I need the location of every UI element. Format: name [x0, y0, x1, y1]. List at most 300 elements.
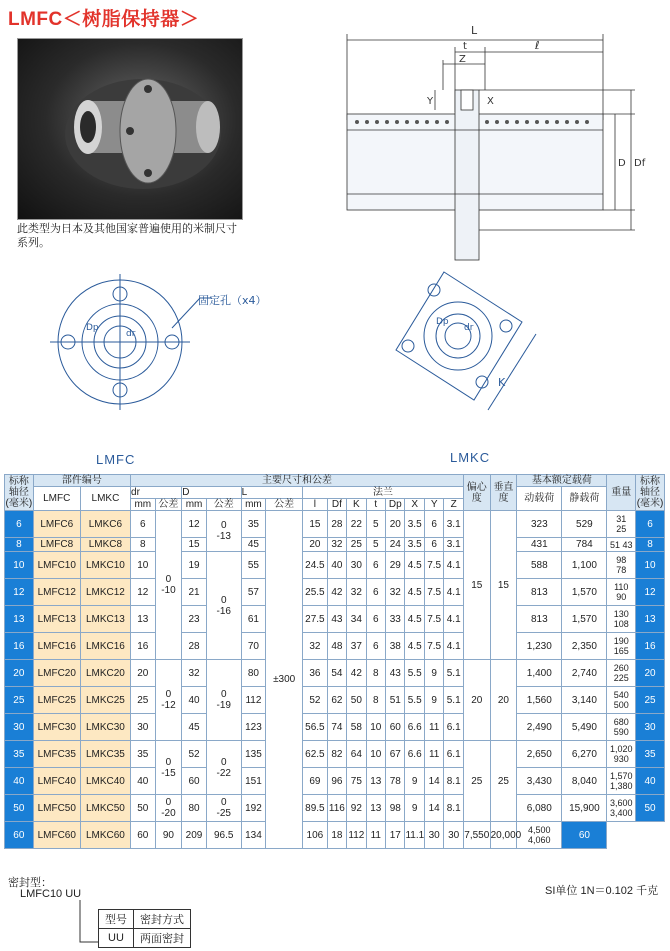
- cell-size: 60: [5, 822, 34, 849]
- cell-Dp: 112: [347, 822, 366, 849]
- cell-lmkc: LMKC6: [80, 511, 130, 538]
- cell-Y: 7.5: [424, 633, 443, 660]
- table-row: [5, 633, 665, 660]
- cell-dr: 8: [131, 538, 156, 552]
- cell-l: 96.5: [206, 822, 241, 849]
- cell-Z: 8.1: [444, 795, 464, 822]
- cell-Df: 116: [327, 795, 346, 822]
- product-photo: [17, 38, 243, 220]
- cell-perp: 20: [490, 660, 517, 741]
- cell-weight: 260 225: [607, 660, 636, 687]
- cell-dyn: 323: [517, 511, 562, 538]
- cell-size2: 25: [636, 687, 665, 714]
- cell-lmkc: LMKC40: [80, 768, 130, 795]
- th-tol: 公差: [206, 499, 241, 511]
- cell-dr: 10: [131, 552, 156, 579]
- cell-dyn: 1,560: [517, 687, 562, 714]
- cell-D: 60: [182, 768, 207, 795]
- table-row: [5, 714, 665, 741]
- cell-sta: 5,490: [562, 714, 607, 741]
- cell-dyn: 1,400: [517, 660, 562, 687]
- cell-l: 89.5: [303, 795, 328, 822]
- cell-size2: 6: [636, 511, 665, 538]
- cell-perp: 30: [444, 822, 464, 849]
- cell-t: 18: [327, 822, 346, 849]
- cell-lmkc: LMKC8: [80, 538, 130, 552]
- cell-size2: 12: [636, 579, 665, 606]
- cell-K: 37: [347, 633, 366, 660]
- cell-ecc: 20: [463, 660, 490, 741]
- cell-lmfc: LMFC35: [33, 741, 80, 768]
- cell-D: 52: [182, 741, 207, 768]
- cell-L: 112: [241, 687, 266, 714]
- cell-D: 19: [182, 552, 207, 579]
- si-unit-note: SI单位 1N＝0.102 千克: [545, 885, 659, 897]
- cell-l: 15: [303, 511, 328, 538]
- cell-K: 92: [347, 795, 366, 822]
- cell-weight: 1,020 930: [607, 741, 636, 768]
- cell-Df: 48: [327, 633, 346, 660]
- cell-size: 16: [5, 633, 34, 660]
- cell-lmfc: LMFC30: [33, 714, 80, 741]
- cell-Dp: 98: [386, 795, 405, 822]
- seal-table: [98, 909, 191, 948]
- cell-Z: 4.1: [444, 606, 464, 633]
- cell-L: 55: [241, 552, 266, 579]
- cell-K: 22: [347, 511, 366, 538]
- cell-Df: 43: [327, 606, 346, 633]
- cell-dr-tol: 0 -12: [155, 660, 182, 741]
- cell-l: 24.5: [303, 552, 328, 579]
- cell-K: 106: [303, 822, 328, 849]
- cell-lmkc: LMKC25: [80, 687, 130, 714]
- cell-Df: 54: [327, 660, 346, 687]
- cell-Y: 9: [424, 660, 443, 687]
- cell-Df: 32: [327, 538, 346, 552]
- cell-X: 4.5: [405, 606, 424, 633]
- th-L: L: [241, 487, 302, 499]
- cell-Df: 74: [327, 714, 346, 741]
- cell-X: 3.5: [405, 538, 424, 552]
- cell-X: 9: [405, 795, 424, 822]
- lmfc-dr-label: dr: [126, 329, 136, 339]
- th-mm: mm: [131, 499, 156, 511]
- cell-size2: 60: [562, 822, 607, 849]
- cell-t: 6: [366, 606, 385, 633]
- cell-t: 6: [366, 633, 385, 660]
- mounting-hole-callout: 固定孔（x4）: [198, 294, 267, 307]
- cell-size2: 20: [636, 660, 665, 687]
- table-row: [5, 606, 665, 633]
- cell-D-tol: 0 -22: [206, 741, 241, 795]
- th-ecc: 偏心度: [463, 475, 490, 511]
- cell-dyn: 813: [517, 606, 562, 633]
- cell-size: 8: [5, 538, 34, 552]
- cell-Dp: 24: [386, 538, 405, 552]
- cell-ecc: 25: [463, 741, 490, 822]
- cell-dyn: 1,230: [517, 633, 562, 660]
- cell-perp: 15: [490, 511, 517, 660]
- cell-Df: 134: [241, 822, 266, 849]
- cell-dr: 20: [131, 660, 156, 687]
- cell-weight: 1,570 1,380: [607, 768, 636, 795]
- table-row: [5, 795, 665, 822]
- cell-dr: 6: [131, 511, 156, 538]
- cell-X: 6.6: [405, 714, 424, 741]
- cell-X: 3.5: [405, 511, 424, 538]
- cell-Y: 9: [424, 687, 443, 714]
- caption-lmkc: LMKC: [450, 450, 491, 465]
- lmkc-front-view: [378, 260, 558, 430]
- seal-example: LMFC10 UU: [20, 888, 82, 900]
- dim-l: ℓ: [535, 39, 540, 52]
- cell-Z: 11.1: [405, 822, 424, 849]
- cell-D: 45: [182, 714, 207, 741]
- cell-l: 52: [303, 687, 328, 714]
- dim-Df: Df: [634, 158, 646, 169]
- table-row: [5, 741, 665, 768]
- table-row: [5, 687, 665, 714]
- dim-t: t: [463, 41, 467, 52]
- cell-K: 34: [347, 606, 366, 633]
- cell-Dp: 60: [386, 714, 405, 741]
- cell-sta: 20,000: [490, 822, 517, 849]
- table-row: [5, 768, 665, 795]
- dim-Z: Z: [459, 54, 466, 65]
- cell-Z: 5.1: [444, 660, 464, 687]
- cell-Dp: 43: [386, 660, 405, 687]
- cell-lmfc: LMFC25: [33, 687, 80, 714]
- th-dyn: 动载荷: [517, 487, 562, 511]
- cell-weight: 130 108: [607, 606, 636, 633]
- cell-L: 209: [182, 822, 207, 849]
- cell-X: 5.5: [405, 687, 424, 714]
- side-view-drawing: [335, 22, 665, 232]
- cell-L: 80: [241, 660, 266, 687]
- cell-Z: 4.1: [444, 633, 464, 660]
- cell-lmkc: LMKC50: [80, 795, 130, 822]
- cell-L: 123: [241, 714, 266, 741]
- cell-K: 32: [347, 579, 366, 606]
- cell-X: 4.5: [405, 633, 424, 660]
- table-row: [5, 579, 665, 606]
- th-perp: 垂直度: [490, 475, 517, 511]
- seal-h2: 密封方式: [134, 910, 191, 929]
- cell-sta: 1,570: [562, 579, 607, 606]
- th-lmfc: LMFC: [33, 487, 80, 511]
- cell-dyn: 2,490: [517, 714, 562, 741]
- cell-weight: 680 590: [607, 714, 636, 741]
- cell-sta: 1,570: [562, 606, 607, 633]
- cell-Z: 6.1: [444, 741, 464, 768]
- cell-sta: 15,900: [562, 795, 607, 822]
- cell-Df: 28: [327, 511, 346, 538]
- cell-Y: 17: [386, 822, 405, 849]
- cell-lmfc: LMFC8: [33, 538, 80, 552]
- cell-L: 57: [241, 579, 266, 606]
- cell-L: 61: [241, 606, 266, 633]
- cell-D: 28: [182, 633, 207, 660]
- cell-size: 25: [5, 687, 34, 714]
- cell-size: 40: [5, 768, 34, 795]
- cell-lmkc: LMKC12: [80, 579, 130, 606]
- th-Z: Z: [444, 499, 464, 511]
- cell-size2: 50: [636, 795, 665, 822]
- cell-D-tol: 0 -16: [206, 552, 241, 660]
- cell-lmfc: LMFC60: [33, 822, 80, 849]
- cell-dr-tol: 0 -20: [155, 795, 182, 822]
- cell-lmkc: LMKC20: [80, 660, 130, 687]
- cell-D: 32: [182, 660, 207, 687]
- th-l: l: [303, 499, 328, 511]
- cell-lmfc: LMFC6: [33, 511, 80, 538]
- cell-Z: 8.1: [444, 768, 464, 795]
- th-dr: dr: [131, 487, 182, 499]
- cell-dr: 13: [131, 606, 156, 633]
- cell-size: 6: [5, 511, 34, 538]
- cell-size: 20: [5, 660, 34, 687]
- th-nominal2: 标称轴径(毫米): [636, 476, 664, 509]
- cell-Y: 7.5: [424, 606, 443, 633]
- cell-dr-tol: 0 -10: [155, 511, 182, 660]
- dim-Y: Y: [427, 96, 434, 107]
- cell-t: 5: [366, 538, 385, 552]
- th-t: t: [366, 499, 385, 511]
- cell-D-tol: 0 -25: [206, 795, 241, 822]
- cell-dr: 25: [131, 687, 156, 714]
- cell-K: 42: [347, 660, 366, 687]
- cell-ecc: 15: [463, 511, 490, 660]
- cell-Df: 42: [327, 579, 346, 606]
- seal-v2: 两面密封: [134, 929, 191, 948]
- cell-X: 11: [366, 822, 385, 849]
- th-nominal: 标称轴径(毫米): [5, 476, 33, 509]
- dim-X: X: [487, 96, 494, 107]
- cell-size: 10: [5, 552, 34, 579]
- cell-l: 32: [303, 633, 328, 660]
- cell-weight: 540 500: [607, 687, 636, 714]
- cell-L: 135: [241, 741, 266, 768]
- cell-size2: 35: [636, 741, 665, 768]
- cell-weight: 51 43: [607, 538, 636, 552]
- seal-type-label: 密封型：: [8, 877, 52, 889]
- table-row: [5, 822, 665, 849]
- cell-size: 30: [5, 714, 34, 741]
- table-row: [5, 660, 665, 687]
- cell-Dp: 78: [386, 768, 405, 795]
- cell-weight: 3,600 3,400: [607, 795, 636, 822]
- cell-Df: 96: [327, 768, 346, 795]
- cell-Y: 6: [424, 538, 443, 552]
- cell-Y: 14: [424, 768, 443, 795]
- cell-dr-tol: 0 -15: [155, 741, 182, 795]
- cell-sta: 2,350: [562, 633, 607, 660]
- cell-dr: 40: [131, 768, 156, 795]
- cell-Z: 4.1: [444, 552, 464, 579]
- cell-Z: 6.1: [444, 714, 464, 741]
- cell-Z: 3.1: [444, 538, 464, 552]
- cell-size2: 16: [636, 633, 665, 660]
- table-row: [5, 511, 665, 538]
- cell-sta: 784: [562, 538, 607, 552]
- cell-X: 4.5: [405, 579, 424, 606]
- lmkc-dim-K: K: [498, 376, 506, 389]
- th-load: 基本额定载荷: [517, 475, 607, 487]
- cell-size2: 40: [636, 768, 665, 795]
- caption-lmfc: LMFC: [96, 452, 136, 467]
- cell-D: 80: [182, 795, 207, 822]
- cell-l: 62.5: [303, 741, 328, 768]
- cell-lmfc: LMFC13: [33, 606, 80, 633]
- th-mm: mm: [241, 499, 266, 511]
- cell-lmkc: LMKC13: [80, 606, 130, 633]
- cell-l: 56.5: [303, 714, 328, 741]
- cell-K: 75: [347, 768, 366, 795]
- th-sta: 静载荷: [562, 487, 607, 511]
- th-tol: 公差: [155, 499, 182, 511]
- cell-sta: 3,140: [562, 687, 607, 714]
- cell-Dp: 51: [386, 687, 405, 714]
- th-K: K: [347, 499, 366, 511]
- cell-t: 8: [366, 660, 385, 687]
- cell-t: 13: [366, 795, 385, 822]
- cell-D: 15: [182, 538, 207, 552]
- cell-sta: 2,740: [562, 660, 607, 687]
- cell-lmkc: LMKC35: [80, 741, 130, 768]
- cell-Y: 14: [424, 795, 443, 822]
- th-main: 主要尺寸和公差: [131, 475, 464, 487]
- spec-table: [4, 474, 665, 849]
- cell-lmfc: LMFC20: [33, 660, 80, 687]
- cell-ecc: 30: [424, 822, 443, 849]
- cell-D: 90: [155, 822, 182, 849]
- cell-D: 23: [182, 606, 207, 633]
- th-mm: mm: [182, 499, 207, 511]
- cell-K: 58: [347, 714, 366, 741]
- cell-L: 45: [241, 538, 266, 552]
- cell-dr: 12: [131, 579, 156, 606]
- cell-Y: 7.5: [424, 552, 443, 579]
- th-flange: 法兰: [303, 487, 464, 499]
- cell-sta: 529: [562, 511, 607, 538]
- cell-X: 9: [405, 768, 424, 795]
- cell-dyn: 3,430: [517, 768, 562, 795]
- dim-L: L: [471, 24, 478, 37]
- cell-K: 25: [347, 538, 366, 552]
- cell-l: 25.5: [303, 579, 328, 606]
- cell-X: 4.5: [405, 552, 424, 579]
- cell-dyn: 7,550: [463, 822, 490, 849]
- cell-L: 70: [241, 633, 266, 660]
- th-part: 部件编号: [33, 475, 130, 487]
- description: 此类型为日本及其他国家普遍使用的米制尺寸系列。: [17, 222, 237, 249]
- lmkc-dr-label: dr: [464, 323, 474, 333]
- cell-Dp: 29: [386, 552, 405, 579]
- cell-D-tol: 0 -13: [206, 511, 241, 552]
- cell-D: 12: [182, 511, 207, 538]
- cell-l: 69: [303, 768, 328, 795]
- cell-size2: 10: [636, 552, 665, 579]
- cell-Dp: 67: [386, 741, 405, 768]
- th-Y: Y: [424, 499, 443, 511]
- cell-dr: 50: [131, 795, 156, 822]
- cell-size2: 8: [636, 538, 665, 552]
- cell-X: 5.5: [405, 660, 424, 687]
- th-weight: 重量: [607, 475, 636, 511]
- cell-lmkc: LMKC30: [80, 714, 130, 741]
- lmkc-dp-label: Dp: [436, 317, 449, 327]
- seal-v1: UU: [99, 929, 134, 948]
- cell-Dp: 38: [386, 633, 405, 660]
- cell-t: 6: [366, 552, 385, 579]
- cell-D-tol: 0 -19: [206, 660, 241, 741]
- th-X: X: [405, 499, 424, 511]
- cell-L-tol: ±300: [266, 511, 303, 849]
- cell-dyn: 6,080: [517, 795, 562, 822]
- cell-sta: 6,270: [562, 741, 607, 768]
- cell-K: 64: [347, 741, 366, 768]
- cell-Dp: 20: [386, 511, 405, 538]
- cell-dr: 60: [131, 822, 156, 849]
- cell-Z: 3.1: [444, 511, 464, 538]
- table-row: [5, 538, 665, 552]
- cell-lmfc: LMFC12: [33, 579, 80, 606]
- cell-perp: 25: [490, 741, 517, 822]
- cell-t: 10: [366, 741, 385, 768]
- cell-L: 192: [241, 795, 266, 822]
- bearing-illustration: [18, 39, 242, 219]
- cell-dr: 35: [131, 741, 156, 768]
- cell-L: 35: [241, 511, 266, 538]
- cell-Y: 11: [424, 714, 443, 741]
- cell-weight: 190 165: [607, 633, 636, 660]
- cell-dyn: 813: [517, 579, 562, 606]
- cell-K: 30: [347, 552, 366, 579]
- cell-size: 13: [5, 606, 34, 633]
- cell-dyn: 2,650: [517, 741, 562, 768]
- cell-size: 12: [5, 579, 34, 606]
- cell-lmfc: LMFC10: [33, 552, 80, 579]
- cell-dr: 30: [131, 714, 156, 741]
- th-lmkc: LMKC: [80, 487, 130, 511]
- cell-D: 40: [182, 687, 207, 714]
- lmfc-dp-label: Dp: [86, 323, 99, 333]
- cell-Dp: 32: [386, 579, 405, 606]
- cell-lmkc: LMKC60: [80, 822, 130, 849]
- cell-Y: 11: [424, 741, 443, 768]
- cell-t: 8: [366, 687, 385, 714]
- table-row: [5, 552, 665, 579]
- cell-size: 35: [5, 741, 34, 768]
- cell-Df: 62: [327, 687, 346, 714]
- cell-Df: 40: [327, 552, 346, 579]
- cell-L: 151: [241, 768, 266, 795]
- cell-Df: 82: [327, 741, 346, 768]
- cell-Z: 4.1: [444, 579, 464, 606]
- cell-lmfc: LMFC40: [33, 768, 80, 795]
- cell-l: 27.5: [303, 606, 328, 633]
- cell-sta: 8,040: [562, 768, 607, 795]
- th-tol: 公差: [266, 499, 303, 511]
- cell-Z: 5.1: [444, 687, 464, 714]
- th-Df: Df: [327, 499, 346, 511]
- seal-h1: 型号: [99, 910, 134, 929]
- cell-weight: 110 90: [607, 579, 636, 606]
- cell-size2: 13: [636, 606, 665, 633]
- cell-weight: 4,500 4,060: [517, 822, 562, 849]
- cell-dyn: 588: [517, 552, 562, 579]
- cell-D: 21: [182, 579, 207, 606]
